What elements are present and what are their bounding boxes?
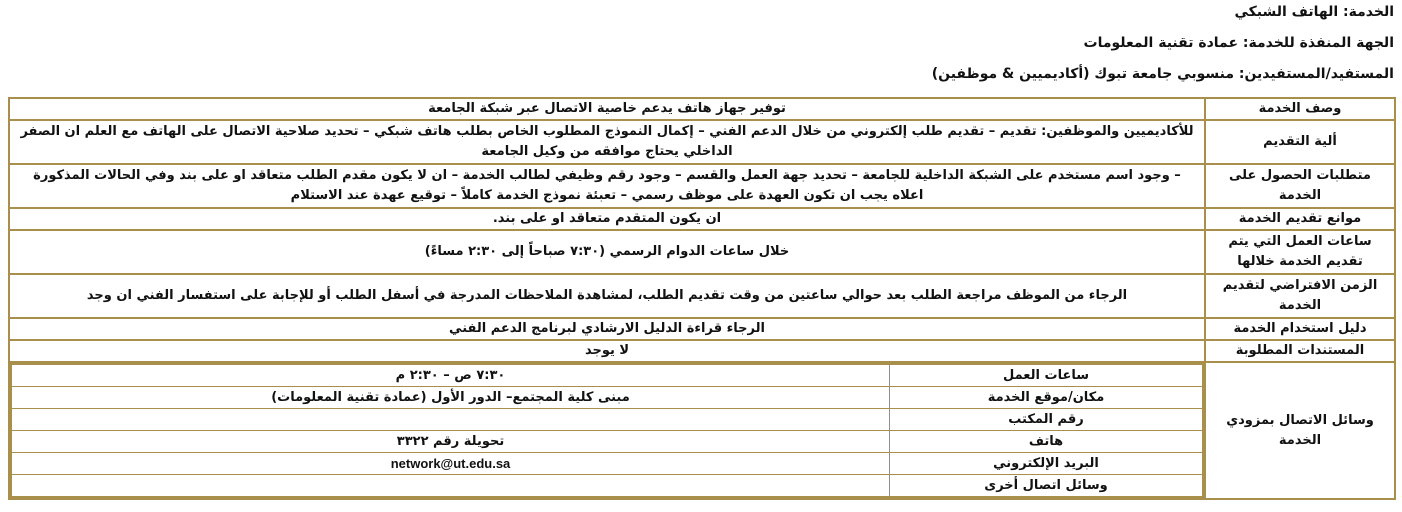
table-row — [9, 120, 1395, 164]
contact-item — [11, 364, 1203, 387]
contact-row — [9, 362, 1395, 499]
table-row — [9, 164, 1395, 208]
contact-item-value: مبنى كلية المجتمع– الدور الأول (عمادة تقنية المعلومات) — [11, 387, 890, 409]
row-label: دليل استخدام الخدمة — [1205, 318, 1395, 340]
table-row — [9, 98, 1395, 120]
contact-item-value — [11, 409, 890, 431]
contact-item — [11, 387, 1203, 409]
table-row — [9, 340, 1395, 362]
service-beneficiary: المستفيد/المستفيدين: منسوبي جامعة تبوك (أكاديميين & موظفين) — [931, 66, 1394, 82]
row-label: متطلبات الحصول على الخدمة — [1205, 164, 1395, 208]
contact-item — [11, 431, 1203, 453]
row-value: توفير جهاز هاتف يدعم خاصية الاتصال عبر شبكة الجامعة — [9, 98, 1205, 120]
contact-item — [11, 409, 1203, 431]
contact-item-label: وسائل اتصال أخرى — [890, 475, 1204, 498]
contact-table — [10, 363, 1204, 498]
row-value: – وجود اسم مستخدم على الشبكة الداخلية للجامعة – تحديد جهة العمل والقسم – وجود رقم وظيفي لطالب الخدمة – ان لا يكون مقدم الطلب متعاقد او على بند وفي الحالات المذكورة اعلاه يجب ان تكون العهدة على موظف رسمي – تعبئة نموذج الخدمة كاملاً – توقيع عهدة عند الاستلام — [9, 164, 1205, 208]
row-value: ان يكون المتقدم متعاقد او على بند. — [9, 208, 1205, 230]
row-value: خلال ساعات الدوام الرسمي (٧:٣٠ صباحاً إلى ٢:٣٠ مساءً) — [9, 230, 1205, 274]
contact-item-value — [11, 475, 890, 498]
service-title: الخدمة: الهاتف الشبكي — [1234, 4, 1394, 20]
contact-item-label: ساعات العمل — [890, 364, 1204, 387]
row-value: للأكاديميين والموظفين: تقديم – تقديم طلب إلكتروني من خلال الدعم الفني – إكمال النموذج المطلوب الخاص بطلب هاتف شبكي – تحديد صلاحية الاتصال على الهاتف مع العلم ان الصفر الداخلي يحتاج موافقه من وكيل الجامعة — [9, 120, 1205, 164]
service-details-table — [8, 97, 1396, 500]
row-label: المستندات المطلوبة — [1205, 340, 1395, 362]
contact-label: وسائل الاتصال بمزودي الخدمة — [1205, 362, 1395, 499]
row-value: الرجاء قراءة الدليل الارشادي لبرنامج الدعم الفني — [9, 318, 1205, 340]
contact-cell — [9, 362, 1205, 499]
contact-item-label: رقم المكتب — [890, 409, 1204, 431]
contact-item-label: مكان/موقع الخدمة — [890, 387, 1204, 409]
service-provider: الجهة المنفذة للخدمة: عمادة تقنية المعلومات — [1083, 35, 1394, 51]
row-value: الرجاء من الموظف مراجعة الطلب بعد حوالي ساعتين من وقت تقديم الطلب، لمشاهدة الملاحظات المدرجة في أسفل الطلب أو للإجابة على استفسار الفني ان وجد — [9, 274, 1205, 318]
email-value: network@ut.edu.sa — [11, 453, 890, 475]
table-row — [9, 208, 1395, 230]
table-row — [9, 318, 1395, 340]
contact-item-label: البريد الإلكتروني — [890, 453, 1204, 475]
contact-item-value: تحويلة رقم ٣٣٢٢ — [11, 431, 890, 453]
table-row — [9, 274, 1395, 318]
row-label: ساعات العمل التي يتم تقديم الخدمة خلالها — [1205, 230, 1395, 274]
row-label: ألية التقديم — [1205, 120, 1395, 164]
contact-item-label: هاتف — [890, 431, 1204, 453]
row-label: موانع تقديم الخدمة — [1205, 208, 1395, 230]
row-label: وصف الخدمة — [1205, 98, 1395, 120]
contact-item — [11, 453, 1203, 475]
contact-item-value: ٧:٣٠ ص – ٢:٣٠ م — [11, 364, 890, 387]
row-value: لا يوجد — [9, 340, 1205, 362]
table-row — [9, 230, 1395, 274]
contact-item — [11, 475, 1203, 498]
row-label: الزمن الافتراضي لتقديم الخدمة — [1205, 274, 1395, 318]
